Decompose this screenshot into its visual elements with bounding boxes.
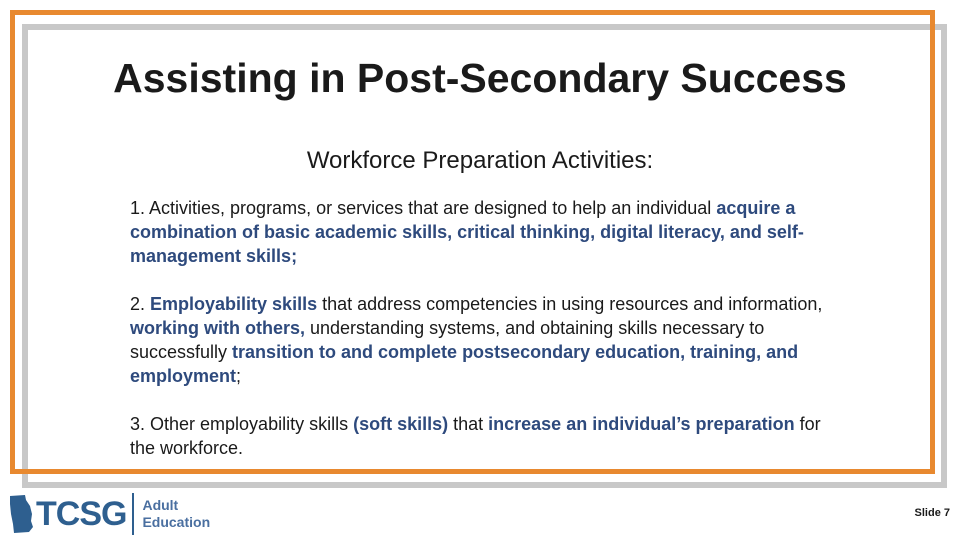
- body-text: 2.: [130, 294, 151, 314]
- slide-title: Assisting in Post-Secondary Success: [113, 55, 847, 101]
- list-item: [130, 196, 850, 268]
- logo-program-line2: Education: [142, 514, 211, 530]
- body-text: ;: [236, 366, 242, 386]
- body-text: 3. Other employability skills: [130, 414, 354, 434]
- logo-program-line1: Adult: [142, 497, 179, 513]
- highlighted-text: transition to and complete postsecondary education, training, and employment: [130, 342, 799, 386]
- body-text: understanding systems, and obtaining skills necessary to successfully: [130, 318, 765, 362]
- slide-number: Slide 7: [914, 507, 950, 519]
- body-text: 1. Activities, programs, or services that are designed to help an individual: [130, 198, 717, 218]
- body-text: for the workforce.: [130, 414, 821, 458]
- tcsg-logo: [8, 492, 228, 536]
- activities-list: [130, 196, 850, 484]
- logo-program: [142, 497, 210, 531]
- slide-subtitle: Workforce Preparation Activities:: [306, 147, 654, 174]
- highlighted-text: (soft skills): [353, 414, 449, 434]
- logo-divider: [132, 493, 134, 535]
- highlighted-text: Employability skills: [150, 294, 318, 314]
- body-text: that: [448, 414, 489, 434]
- georgia-state-icon: [8, 494, 34, 534]
- list-item: [130, 412, 850, 460]
- body-text: that address competencies in using resources and information,: [317, 294, 823, 314]
- highlighted-text: increase an individual’s preparation: [488, 414, 795, 434]
- logo-brand: TCSG: [36, 495, 127, 533]
- highlighted-text: working with others,: [130, 318, 306, 338]
- highlighted-text: acquire a combination of basic academic skills, critical thinking, digital literacy, and self-management skills;: [130, 198, 804, 266]
- list-item: [130, 292, 850, 388]
